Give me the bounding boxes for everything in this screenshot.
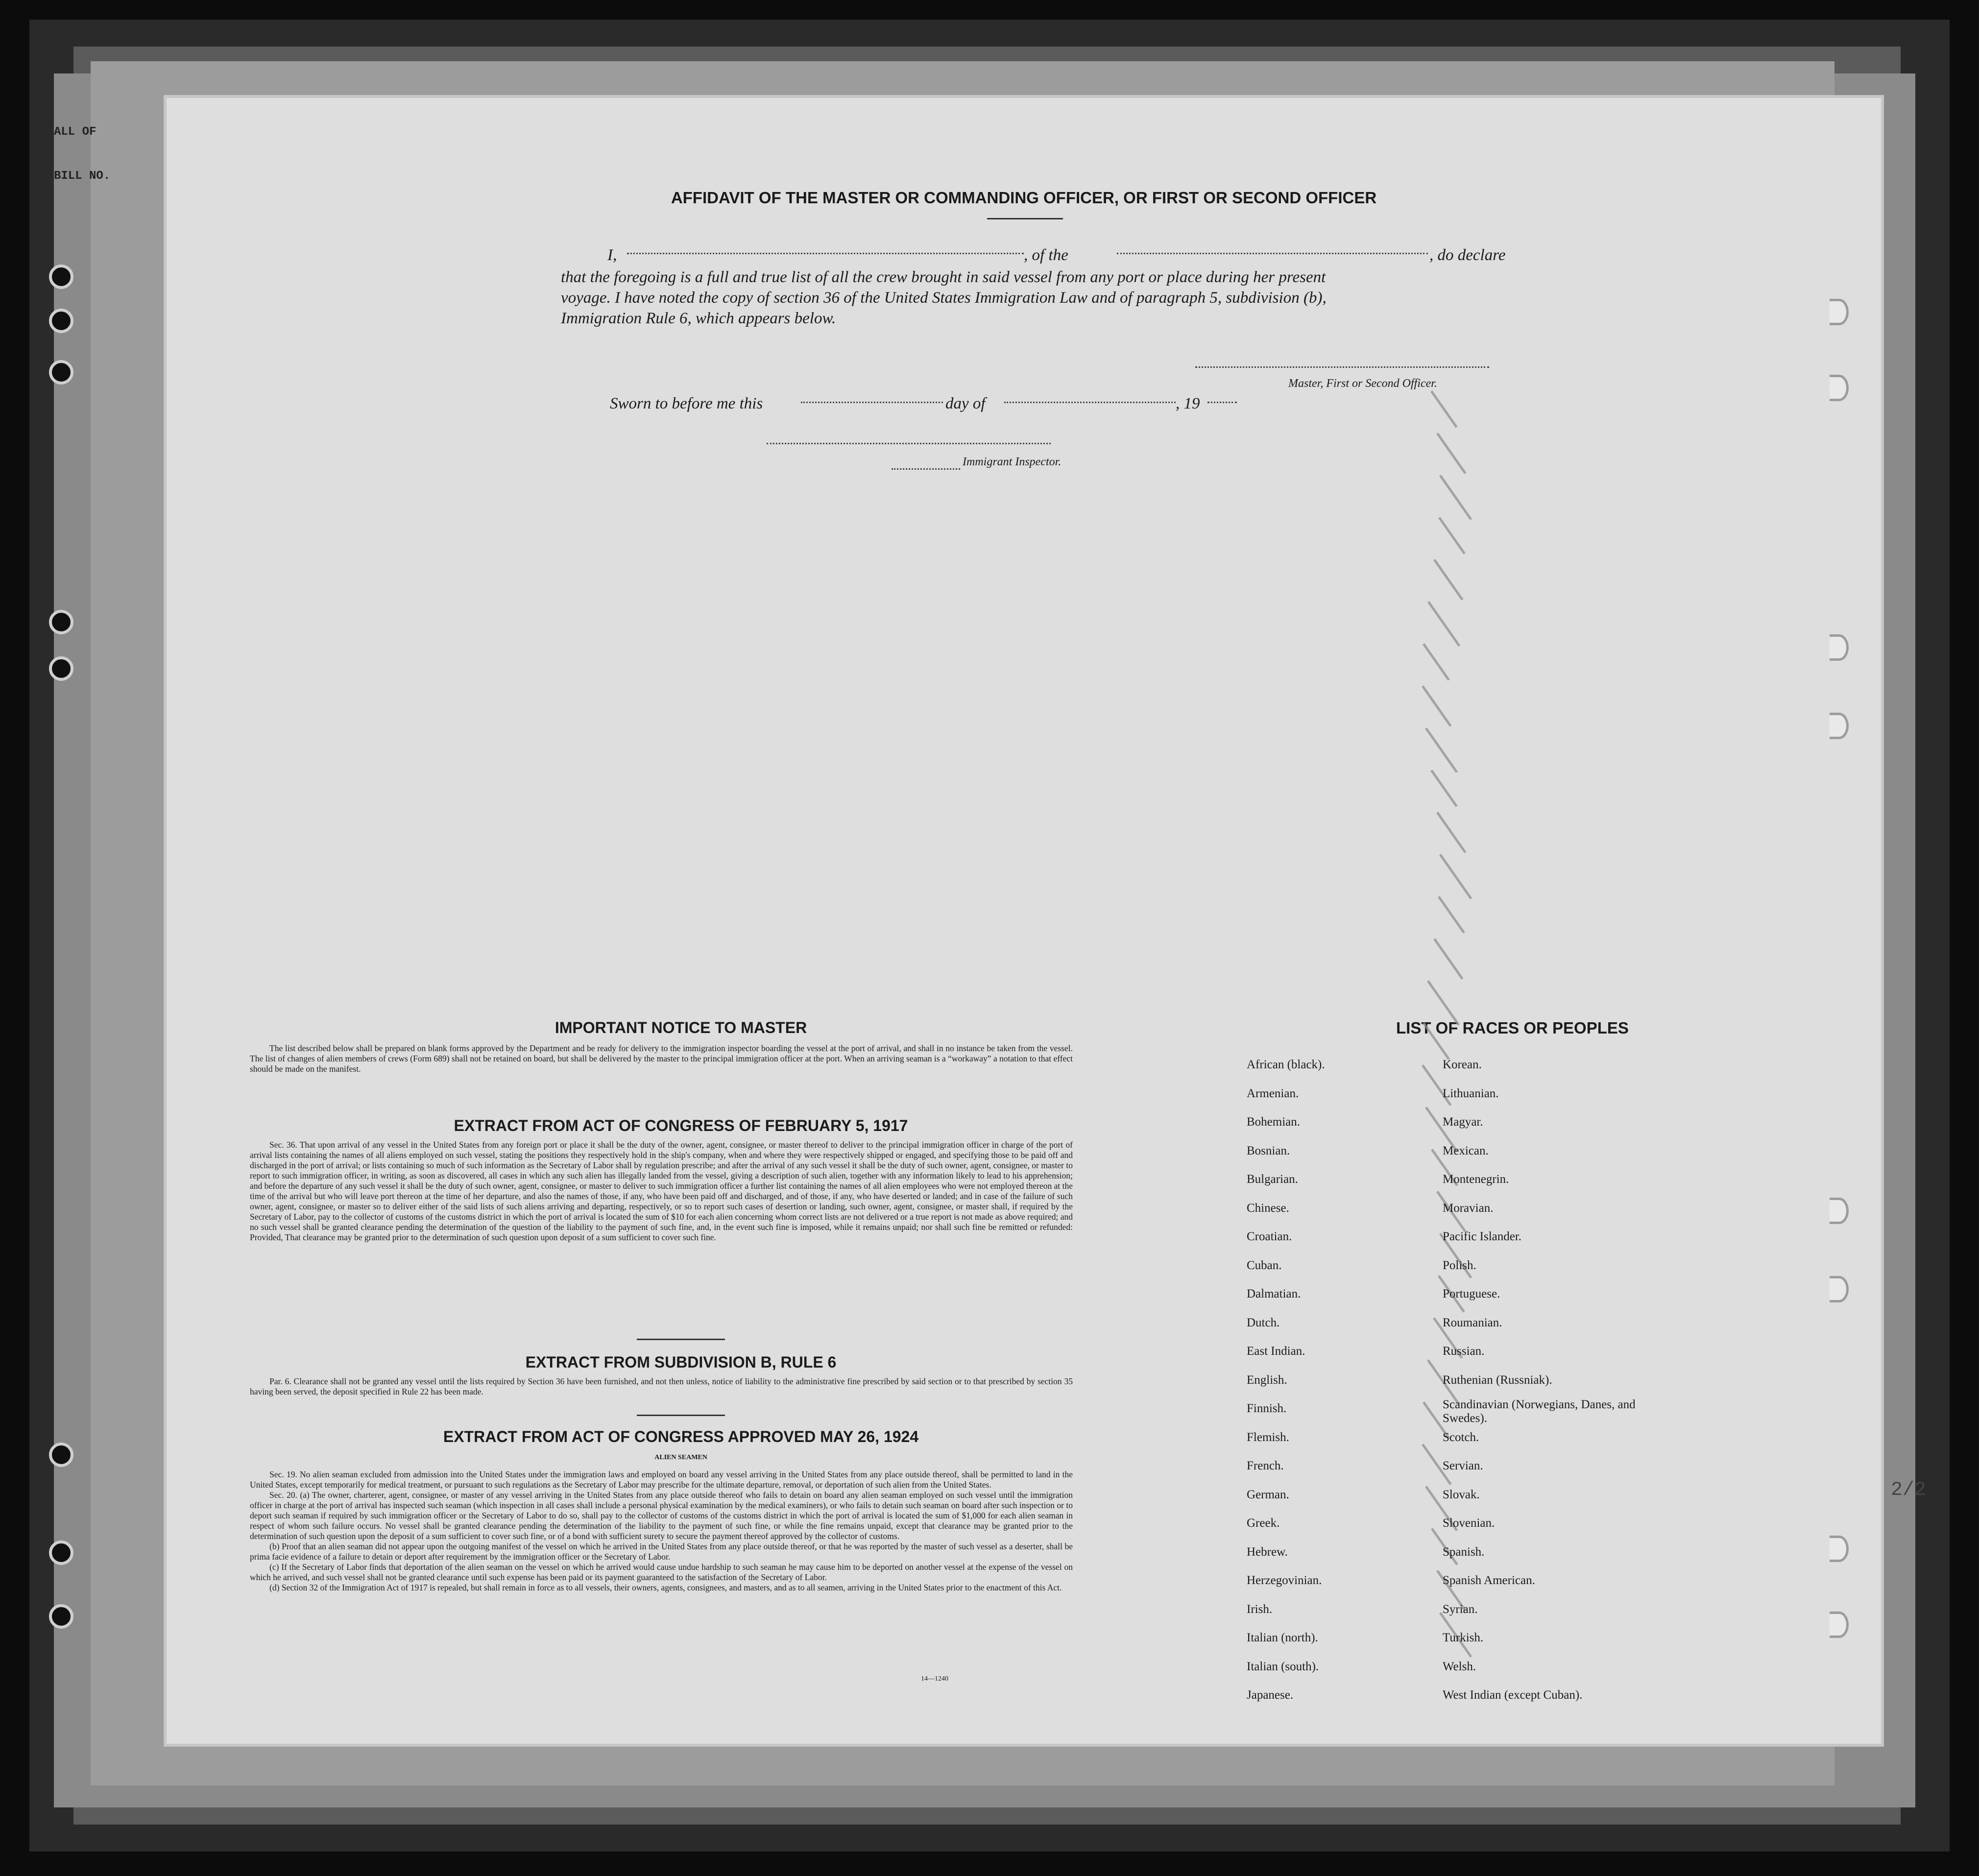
race-item: Slovenian. xyxy=(1443,1516,1495,1530)
race-item: Hebrew. xyxy=(1247,1545,1288,1559)
affidavit-declare-label: , do declare xyxy=(1429,246,1506,264)
year-blank[interactable] xyxy=(1207,402,1237,403)
section-rule xyxy=(637,1339,725,1340)
binder-hole-icon xyxy=(49,610,73,634)
race-item: Irish. xyxy=(1247,1602,1273,1616)
races-title: LIST OF RACES OR PEOPLES xyxy=(1396,1019,1629,1037)
race-item: English. xyxy=(1247,1373,1287,1387)
affidavit-line: that the foregoing is a full and true list of all the crew brought in said vessel from any port or place during her present xyxy=(561,268,1326,286)
stub-line: BILL NO. xyxy=(54,169,111,183)
race-item: Pacific Islander. xyxy=(1443,1230,1522,1243)
notice-paragraph: The list described below shall be prepared on blank forms approved by the Department and be ready for delivery to the immigration inspector boarding the vessel at the port of arrival, and shall in no instance be taken from the vessel. The list of changes of alien members of crews (Form 689) shall not be retained on board, but shall be delivered by the master to the principal immigration officer at the port. When an arriving seaman is a “workaway” a notation to that effect should be made on the manifest. xyxy=(250,1043,1073,1074)
race-item: Italian (north). xyxy=(1247,1631,1318,1644)
affidavit-page xyxy=(167,98,1881,1744)
race-item: East Indian. xyxy=(1247,1345,1305,1358)
punch-hole-icon xyxy=(1830,1276,1849,1302)
inspector-caption: Immigrant Inspector. xyxy=(963,456,1062,468)
race-item: Cuban. xyxy=(1247,1258,1282,1272)
race-item: Scotch. xyxy=(1443,1430,1479,1444)
extract-rule6-title: EXTRACT FROM SUBDIVISION B, RULE 6 xyxy=(525,1353,837,1371)
race-item: Magyar. xyxy=(1443,1115,1483,1129)
race-item: Spanish. xyxy=(1443,1545,1485,1559)
sec-20a-paragraph: Sec. 20. (a) The owner, charterer, agent, consignee, or master of any vessel arriving in the United States from any place outside thereof who fails to detain on board any alien seaman employed on such vessel until the immigration officer in charge at the port of arrival has inspected such seaman (which inspection in all cases shall include a personal physical examination by the medical examiners), or who fails to detain such seaman on board after such inspection or to deport such seaman if required by such immigration officer or the Secretary of Labor to do so, shall pay to the collector of customs of the customs district in which the port of arrival is located the sum of $1,000 for each alien seaman in respect of whom such failure occurs. No vessel shall be granted clearance pending the determination of the liability to the payment of such fine, or while the fine remains unpaid, except that clearance may be granted prior to the determination of such question upon the deposit of a sum sufficient to cover such fine, or of a bond with sufficient surety to secure the payment thereof approved by the collector of customs. xyxy=(250,1490,1073,1541)
race-item: Flemish. xyxy=(1247,1430,1289,1444)
race-item: Scandinavian (Norwegians, Danes, and Swedes). xyxy=(1443,1398,1636,1425)
race-item: Moravian. xyxy=(1443,1201,1494,1215)
title-rule xyxy=(987,218,1063,219)
vessel-blank[interactable] xyxy=(1117,253,1428,254)
race-item: Mexican. xyxy=(1443,1144,1489,1157)
race-item: Polish. xyxy=(1443,1258,1476,1272)
affidavit-title: AFFIDAVIT OF THE MASTER OR COMMANDING OFFICER, OR FIRST OR SECOND OFFICER xyxy=(671,189,1377,207)
binder-hole-icon xyxy=(49,1540,73,1565)
race-item: Greek. xyxy=(1247,1516,1280,1530)
officer-signature-blank[interactable] xyxy=(1195,366,1489,368)
race-item: Bulgarian. xyxy=(1247,1173,1298,1186)
race-item: Turkish. xyxy=(1443,1631,1484,1644)
binder-hole-icon xyxy=(49,656,73,681)
race-item: Dalmatian. xyxy=(1247,1287,1301,1300)
binder-hole-icon xyxy=(49,1443,73,1467)
punch-hole-icon xyxy=(1830,1198,1849,1224)
affidavit-of-the-label: , of the xyxy=(1024,246,1068,264)
affidavit-line: Immigration Rule 6, which appears below. xyxy=(561,310,836,327)
pencil-tick-icon xyxy=(1436,433,1466,474)
notice-title: IMPORTANT NOTICE TO MASTER xyxy=(555,1019,807,1036)
race-item: German. xyxy=(1247,1488,1289,1501)
sec-20c-paragraph: (c) If the Secretary of Labor finds that deportation of the alien seaman on the vessel on which he arrived would cause undue hardship to such seaman he may cause him to be deported on another vessel at the expense of the vessel on which he arrived, and such vessel shall not be granted clearance until such expense has been paid or its payment guaranteed to the satisfaction of the Secretary of Labor. xyxy=(250,1562,1073,1582)
race-item: Syrian. xyxy=(1443,1602,1478,1616)
race-item: Japanese. xyxy=(1247,1688,1294,1702)
section-36-paragraph: Sec. 36. That upon arrival of any vessel in the United States from any foreign port or place it shall be the duty of the owner, agent, consignee, or master thereof to deliver to the principal immigration officer in charge of the port of arrival lists containing the names of all aliens employed on such vessel, stating the positions they respectively hold in the ship's company, when and where they were respectively shipped or engaged, and specifying those to be paid off and discharged in the port of arrival; or lists containing so much of such information as the Secretary of Labor shall by regulation prescribe; and after the arrival of any such vessel it shall be the duty of such owner, agent, consignee, or master to report to such immigration officer, in writing, as soon as discovered, all cases in which any such alien has illegally landed from the vessel, giving a description of such alien, together with any information likely to lead to his apprehension; and before the departure of any such vessel it shall be the duty of such owner, agent, consignee, or master to deliver to such immigration officer a further list containing the names of all alien employees who were not employed thereon at the time of the arrival but who will leave port thereon at the time of her departure, and also the names of those, if any, who have been paid off and discharged, and of those, if any, who have deserted or landed; and in case of the failure of such owner, agent, consignee, or master so to deliver either of the said lists of such aliens arriving and departing, respectively, or so to report such cases of desertion or landing, such owner, agent, consignee, or master shall, if required by the Secretary of Labor, pay to the collector of customs of the customs district in which the port of arrival is located the sum of $10 for each alien concerning whom correct lists are not delivered or a true report is not made as above required; and no such vessel shall be granted clearance pending the determination of the question of the liability to the payment of such fine, and, in the event such fine is imposed, while it remains unpaid; nor shall such fine be remitted or refunded: Provided, That clearance may be granted prior to the determination of such question upon deposit of a sum sufficient to cover such fine. xyxy=(250,1140,1073,1242)
day-blank[interactable] xyxy=(801,402,943,403)
alien-seamen-heading: ALIEN SEAMEN xyxy=(654,1454,707,1461)
binder-hole-icon xyxy=(49,265,73,289)
race-item: French. xyxy=(1247,1459,1284,1472)
margin-note: 2/2 xyxy=(1891,1479,1927,1501)
month-blank[interactable] xyxy=(1004,402,1176,403)
punch-hole-icon xyxy=(1830,299,1849,325)
sec-19-paragraph: Sec. 19. No alien seaman excluded from admission into the United States under the immigration laws and employed on board any vessel arriving in the United States from any place outside thereof, shall be permitted to land in the United States, except temporarily for medical treatment, or pursuant to such regulations as the Secretary of Labor may prescribe for the ultimate departure, removal, or deportation of such alien from the United States. xyxy=(250,1469,1073,1490)
pencil-tick-icon xyxy=(1425,727,1458,773)
race-item: Slovak. xyxy=(1443,1488,1480,1501)
pencil-tick-icon xyxy=(1430,770,1458,807)
race-item: West Indian (except Cuban). xyxy=(1443,1688,1583,1702)
binder-hole-icon xyxy=(49,1604,73,1629)
sec-20d-paragraph: (d) Section 32 of the Immigration Act of 1917 is repealed, but shall remain in force as to all vessels, their owners, agents, consignees, and masters, and as to all seamen, arriving in the United States prior to the enactment of this Act. xyxy=(269,1583,1062,1592)
section-rule xyxy=(637,1415,725,1416)
race-item: Croatian. xyxy=(1247,1230,1292,1243)
extract-1924-text xyxy=(250,1469,1073,1593)
race-item: African (black). xyxy=(1247,1058,1325,1071)
punch-hole-icon xyxy=(1830,1536,1849,1562)
race-item: Armenian. xyxy=(1247,1086,1299,1100)
pencil-tick-icon xyxy=(1423,643,1450,681)
race-item: Bohemian. xyxy=(1247,1115,1301,1129)
pencil-tick-icon xyxy=(1436,812,1466,853)
stub-line: ALL OF xyxy=(54,125,97,139)
year-label: , 19 xyxy=(1176,395,1200,412)
race-item: Korean. xyxy=(1443,1058,1482,1071)
race-item: Montenegrin. xyxy=(1443,1173,1509,1186)
affidavit-body xyxy=(561,267,1538,329)
extract-rule6-text xyxy=(250,1376,1073,1397)
punch-hole-icon xyxy=(1830,1611,1849,1638)
binder-stub xyxy=(54,110,147,184)
name-blank[interactable] xyxy=(627,253,1024,254)
race-item: Ruthenian (Russniak). xyxy=(1443,1373,1552,1387)
par-6-paragraph: Par. 6. Clearance shall not be granted any vessel until the lists required by Section 36 have been furnished, and not then unless, notice of liability to the administrative fine prescribed by said section or to that prescribed by section 35 having been served, the deposit specified in Rule 22 has been made. xyxy=(250,1376,1073,1396)
race-item: Portuguese. xyxy=(1443,1287,1500,1300)
punch-hole-icon xyxy=(1830,713,1849,739)
pencil-tick-icon xyxy=(1439,475,1472,520)
pencil-tick-icon xyxy=(1422,685,1451,727)
binder-hole-icon xyxy=(49,309,73,333)
binder-hole-icon xyxy=(49,360,73,385)
race-item: Bosnian. xyxy=(1247,1144,1290,1157)
race-item: Lithuanian. xyxy=(1443,1086,1499,1100)
pencil-tick-icon xyxy=(1438,896,1465,934)
affidavit-i-label: I, xyxy=(607,246,617,264)
day-of-label: day of xyxy=(945,395,986,412)
inspector-signature-blank[interactable] xyxy=(767,443,1051,444)
extract-1917-text xyxy=(250,1140,1073,1243)
sworn-label: Sworn to before me this xyxy=(610,395,763,412)
notice-text xyxy=(250,1043,1073,1074)
punch-hole-icon xyxy=(1830,375,1849,401)
race-item: Italian (south). xyxy=(1247,1660,1319,1673)
pencil-tick-icon xyxy=(1430,390,1458,428)
pencil-tick-icon xyxy=(1439,854,1472,899)
race-item: Welsh. xyxy=(1443,1660,1476,1673)
race-item: Finnish. xyxy=(1247,1402,1287,1415)
race-item: Dutch. xyxy=(1247,1316,1280,1329)
race-item: Russian. xyxy=(1443,1345,1485,1358)
form-number: 14—1240 xyxy=(921,1675,948,1683)
pencil-tick-icon xyxy=(1427,601,1460,647)
pencil-tick-icon xyxy=(1433,559,1463,601)
punch-hole-icon xyxy=(1830,634,1849,661)
race-item: Herzegovinian. xyxy=(1247,1574,1322,1587)
race-item: Servian. xyxy=(1443,1459,1483,1472)
extract-1924-title: EXTRACT FROM ACT OF CONGRESS APPROVED MAY 26, 1924 xyxy=(443,1428,919,1445)
sec-20b-paragraph: (b) Proof that an alien seaman did not appear upon the outgoing manifest of the vessel on which he arrived in the United States from any place outside thereof, or that he was reported by the master of such vessel as a deserter, shall be prima facie evidence of a failure to detain or deport after requirement by the immigration officer or the Secretary of Labor. xyxy=(250,1541,1073,1562)
race-item: Spanish American. xyxy=(1443,1574,1535,1587)
race-item: Roumanian. xyxy=(1443,1316,1502,1329)
inspector-lead-blank[interactable] xyxy=(892,468,960,470)
affidavit-line: voyage. I have noted the copy of section 36 of the United States Immigration Law and of paragraph 5, subdivision (b), xyxy=(561,289,1327,307)
signature-caption: Master, First or Second Officer. xyxy=(1288,377,1437,390)
pencil-tick-icon xyxy=(1438,517,1466,554)
pencil-tick-icon xyxy=(1433,938,1463,980)
extract-1917-title: EXTRACT FROM ACT OF CONGRESS OF FEBRUARY 5, 1917 xyxy=(454,1117,908,1134)
race-item: Chinese. xyxy=(1247,1201,1289,1215)
